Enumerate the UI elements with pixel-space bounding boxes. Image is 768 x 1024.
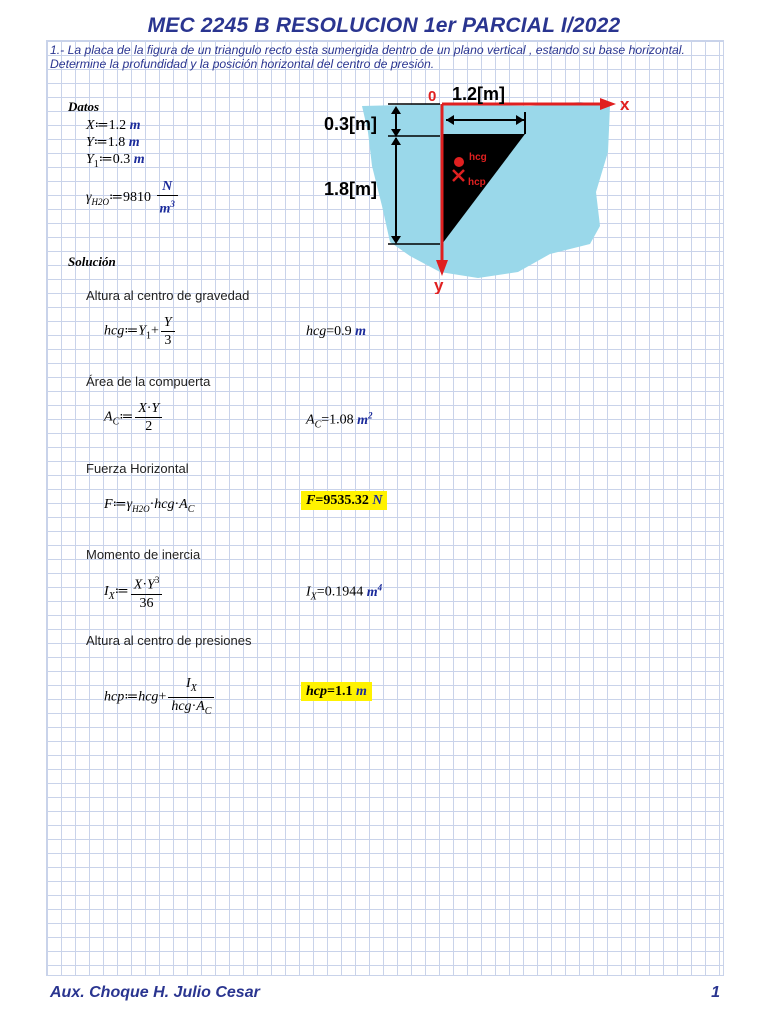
hcg-label: hcg [469, 152, 487, 163]
page-number: 1 [711, 984, 720, 1001]
triangle-plate-figure [318, 82, 646, 294]
step-inertia-title: Momento de inercia [86, 547, 201, 562]
step-force-title: Fuerza Horizontal [86, 461, 189, 476]
depth-y1-label: 0.3[m] [324, 114, 378, 134]
water-region [362, 102, 610, 278]
result-inertia: $I_X=0.1944$ $m^4$ [306, 582, 383, 603]
page-title: MEC 2245 B RESOLUCION 1er PARCIAL I/2022 [147, 14, 621, 37]
y-axis-label: y [434, 276, 444, 294]
datos-heading: Datos [68, 99, 100, 114]
datum-gamma: $\gamma_{H2O}≔9810$ $\frac{N}{m^3}$ [86, 178, 180, 218]
hcp-label: hcp [468, 177, 486, 188]
x-axis-label: x [620, 95, 630, 114]
step-area-title: Área de la compuerta [86, 374, 211, 389]
result-area: $A_C=1.08$ $m^2$ [306, 410, 373, 431]
datum-x: X≔1.2 m [86, 118, 141, 133]
formula-area: $A_C≔$ $\frac{X\cdot Y}{2}$ [104, 400, 164, 435]
hcg-point [454, 157, 464, 167]
problem-statement: 1.- La placa de la figura de un triangulo recto esta sumergida dentro de un plano vertical , estando su base horizontal. Determine la profundidad y la posición horizontal del centro de presión. [50, 43, 685, 71]
result-force: F=9535.32 N [301, 493, 387, 509]
datum-y: Y≔1.8 m [86, 135, 140, 150]
step-hcg-title: Altura al centro de gravedad [86, 288, 250, 303]
formula-force: $F≔\gamma_{H2O}\cdot hcg\cdot A_C$ [104, 497, 195, 515]
formula-hcg: $hcg≔Y_1+$ $\frac{Y}{3}$ [104, 314, 177, 349]
solucion-heading: Solución [68, 254, 116, 269]
result-hcg: hcg=0.9 m [306, 324, 367, 339]
step-hcp-title: Altura al centro de presiones [86, 633, 252, 648]
origin-label: 0 [428, 88, 437, 105]
top-dimension-label: 1.2[m] [452, 84, 506, 104]
height-y-label: 1.8[m] [324, 179, 378, 199]
result-hcp: hcp=1.1 m [301, 684, 372, 700]
formula-inertia: $I_X≔$ $\frac{X\cdot Y^3}{36}$ [104, 572, 164, 612]
datum-y1: $Y_1≔0.3$ m [86, 152, 145, 170]
footer-author: Aux. Choque H. Julio Cesar [50, 984, 260, 1001]
formula-hcp: hcp≔hcg+ $\frac{I_X}{hcg\cdot A_C}$ [104, 675, 216, 720]
